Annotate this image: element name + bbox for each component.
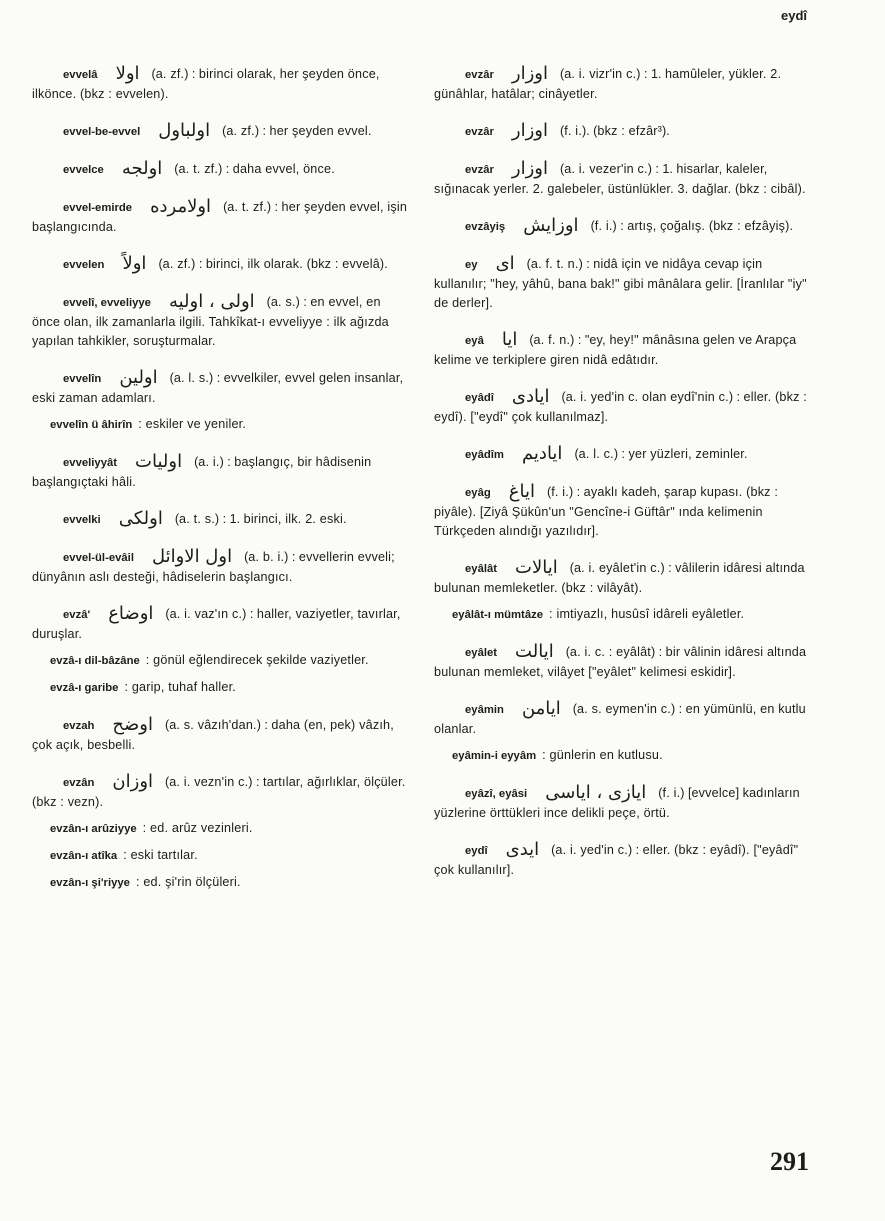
dictionary-entry [32,604,410,644]
definition: : imtiyazlı, husûsî idâreli eyâletler. [549,607,745,621]
dictionary-entry [32,292,410,351]
definition: (a. zf.) : birinci, ilk olarak. (bkz : evvelâ). [158,257,388,271]
definition: (f. i.) : artış, çoğalış. (bkz : efzâyiş). [590,219,794,233]
definition: (a. l. c.) : yer yüzleri, zeminler. [574,447,748,461]
headword: evzân [63,777,95,789]
dictionary-entry [434,159,812,199]
dictionary-entry [434,444,812,465]
headword: eyâ [465,335,484,347]
definition: (a. b. i.) : evvellerin evveli; dünyânın aslı desteği, hâdiselerin başlangıcı. [32,550,395,584]
definition: (a. t. s.) : 1. birinci, ilk. 2. eski. [174,512,347,526]
definition: (a. s. eymen'in c.) : en yümünlü, en kutlu olanlar. [434,702,806,736]
dictionary-entry [434,121,812,142]
guide-word: eydî [780,8,807,23]
headword: evzân-ı atîka [50,850,118,862]
headword: evvelîn ü âhirîn [50,419,133,431]
dictionary-entry [434,840,812,880]
arabic-script: ايالات [515,557,558,578]
headword: eyâg [465,487,491,499]
headword: eydî [465,845,488,857]
headword: eyâzî, eyâsi [465,788,528,800]
dictionary-entry [434,254,812,313]
definition: (a. i. vezer'in c.) : 1. hisarlar, kaleler, sığınacak yerler. 2. galebeler, üstünlükler. 3. dağlar. (bkz : cibâl). [434,162,806,196]
dictionary-entry [434,558,812,598]
definition: (a. t. zf.) : her şeyden evvel, işin başlangıcında. [32,200,408,234]
headword: eyâdîm [465,449,504,461]
definition: (a. i. vizr'in c.) : 1. hamûleler, yükler. 2. günâhlar, hatâlar; cinâyetler. [434,67,782,101]
headword: evzah [63,720,95,732]
left-column [32,64,410,910]
right-column [434,64,812,897]
arabic-script: اوزان [112,771,154,792]
arabic-script: اياغ [508,481,535,502]
definition: (a. l. s.) : evvelkiler, evvel gelen insanlar, eski zaman adamları. [32,371,404,405]
arabic-script: اولين [119,367,158,388]
definition: : eski tartılar. [123,848,198,862]
headword: evzâyiş [465,221,506,233]
arabic-script: اوضح [112,714,154,735]
dictionary-entry [32,715,410,755]
headword: evvelîn [63,373,102,385]
dictionary-entry [32,121,410,142]
headword: evvelâ [63,69,98,81]
arabic-script: ايادى [511,386,550,407]
headword: evzâ-ı dil-bâzâne [50,655,140,667]
sub-entry [32,415,410,435]
arabic-script: اولكى [118,508,163,529]
arabic-script: ايالت [515,641,554,662]
arabic-script: اولجه [121,158,163,179]
headword: eyâlet [465,647,498,659]
definition: : ed. şi'rin ölçüleri. [135,875,241,889]
definition: (a. i. vaz'ın c.) : haller, vaziyetler, tavırlar, duruşlar. [32,607,401,641]
headword: evvel-ül-evâil [63,552,134,564]
headword: evzâ-ı garibe [50,682,119,694]
arabic-script: اولامرده [150,196,212,217]
arabic-script: اولا [115,63,140,84]
definition: (a. s. vâzıh'dan.) : daha (en, pek) vâzıh, çok açık, besbelli. [32,718,394,752]
headword: evvel-emirde [63,202,133,214]
definition: (a. i. eyâlet'in c.) : vâlilerin idâresi altında bulunan memleketler. (bkz : vilâyât). [434,561,805,595]
definition: (a. zf.) : birinci olarak, her şeyden önce, ilkönce. (bkz : evvelen). [32,67,380,101]
arabic-script: اوليات [135,451,183,472]
sub-entry [32,651,410,671]
definition: (f. i.). (bkz : efzâr³). [560,124,670,138]
dictionary-entry [32,547,410,587]
sub-entry [32,846,410,866]
arabic-script: اياديم [521,443,563,464]
sub-entry [32,873,410,893]
arabic-script: اولاً [122,253,147,274]
definition: (a. s.) : en evvel, en önce olan, ilk zamanlarla ilgili. Tahkîkat-ı evveliyye : ilk ağızda yapılan tahkikler, soruşturmalar. [32,295,389,348]
arabic-script: ايازى ، اياسى [545,782,647,803]
headword: evvelce [63,164,104,176]
arabic-script: اولباول [158,120,211,141]
headword: evzân-ı şi'riyye [50,877,130,889]
page-number: 291 [770,1147,809,1176]
definition: (a. i. yed'in c. olan eydî'nin c.) : eller. (bkz : eydî). ["eydî" çok kullanılmaz]. [434,390,807,424]
sub-entry [32,819,410,839]
definition: (a. i.) : başlangıç, bir hâdisenin başlangıçtaki hâli. [32,455,372,489]
sub-entry [32,678,410,698]
headword: evzâr [465,126,494,138]
dictionary-entry [32,509,410,530]
definition: (f. i.) [evvelce] kadınların yüzlerine örttükleri ince delikli peçe, örtü. [434,786,800,820]
definition: : ed. arûz vezinleri. [142,821,253,835]
arabic-script: اوزار [511,158,548,179]
dictionary-entry [32,159,410,180]
headword: evzân-ı arûziyye [50,823,137,835]
definition: : gönül eğlendirecek şekilde vaziyetler. [145,653,369,667]
headword: evzâr [465,164,494,176]
dictionary-entry [434,216,812,237]
definition: : günlerin en kutlusu. [542,748,663,762]
arabic-script: اى [495,253,515,274]
headword: evvelen [63,259,105,271]
dictionary-entry [434,482,812,541]
headword: eyâdî [465,392,494,404]
dictionary-entry [32,64,410,104]
dictionary-entry [32,772,410,812]
sub-entry [434,746,812,766]
dictionary-entry [434,642,812,682]
arabic-script: اول الاوائل [151,546,233,567]
headword: eyâlât-ı mümtâze [452,609,544,621]
headword: evveliyyât [63,457,118,469]
headword: evvel-be-evvel [63,126,141,138]
dictionary-entry [32,197,410,237]
headword: evvelki [63,514,101,526]
definition: (a. i. yed'in c.) : eller. (bkz : eyâdî). ["eyâdî" çok kullanılır]. [434,843,799,877]
arabic-script: اولى ، اوليه [168,291,255,312]
headword: eyâmin [465,704,504,716]
arabic-script: ايامن [521,698,561,719]
sub-entry [434,605,812,625]
definition: : eskiler ve yeniler. [138,417,247,431]
definition: (a. f. n.) : "ey, hey!" mânâsına gelen ve Arapça kelime ve terkiplere giren nidâ edâtıdır. [434,333,797,367]
arabic-script: اوزايش [523,215,579,236]
dictionary-entry [434,330,812,370]
headword: evzâ' [63,609,91,621]
arabic-script: اوزار [511,120,548,141]
arabic-script: اوضاع [108,603,154,624]
headword: evzâr [465,69,494,81]
headword: ey [465,259,478,271]
dictionary-entry [434,64,812,104]
arabic-script: ايا [501,329,518,350]
dictionary-entry [32,254,410,275]
definition: : garip, tuhaf haller. [124,680,236,694]
dictionary-entry [434,783,812,823]
arabic-script: ايدى [505,839,540,860]
definition: (a. i. c. : eyâlât) : bir vâlinin idâresi altında bulunan memleket, vilâyet ["eyâlet" kelimesi eskidir]. [434,645,807,679]
definition: (a. zf.) : her şeyden evvel. [222,124,372,138]
definition: (a. f. t. n.) : nidâ için ve nidâya cevap için kullanılır; "hey, yâhû, bana bak!" gibi mânâlara gelir. [İranlılar "iy" de derler]. [434,257,807,310]
definition: (a. i. vezn'in c.) : tartılar, ağırlıklar, ölçüler. (bkz : vezn). [32,775,406,809]
headword: eyâlât [465,563,498,575]
dictionary-entry [434,699,812,739]
headword: eyâmin-i eyyâm [452,750,537,762]
headword: evvelî, evveliyye [63,297,151,309]
definition: (f. i.) : ayaklı kadeh, şarap kupası. (bkz : piyâle). [Ziyâ Şükûn'un "Gencîne-i Güftâr" ında kelimenin Türkçeden alındığı yazılıdır]. [434,485,779,538]
definition: (a. t. zf.) : daha evvel, önce. [174,162,335,176]
dictionary-entry [32,368,410,408]
dictionary-entry [434,387,812,427]
arabic-script: اوزار [511,63,548,84]
dictionary-entry [32,452,410,492]
